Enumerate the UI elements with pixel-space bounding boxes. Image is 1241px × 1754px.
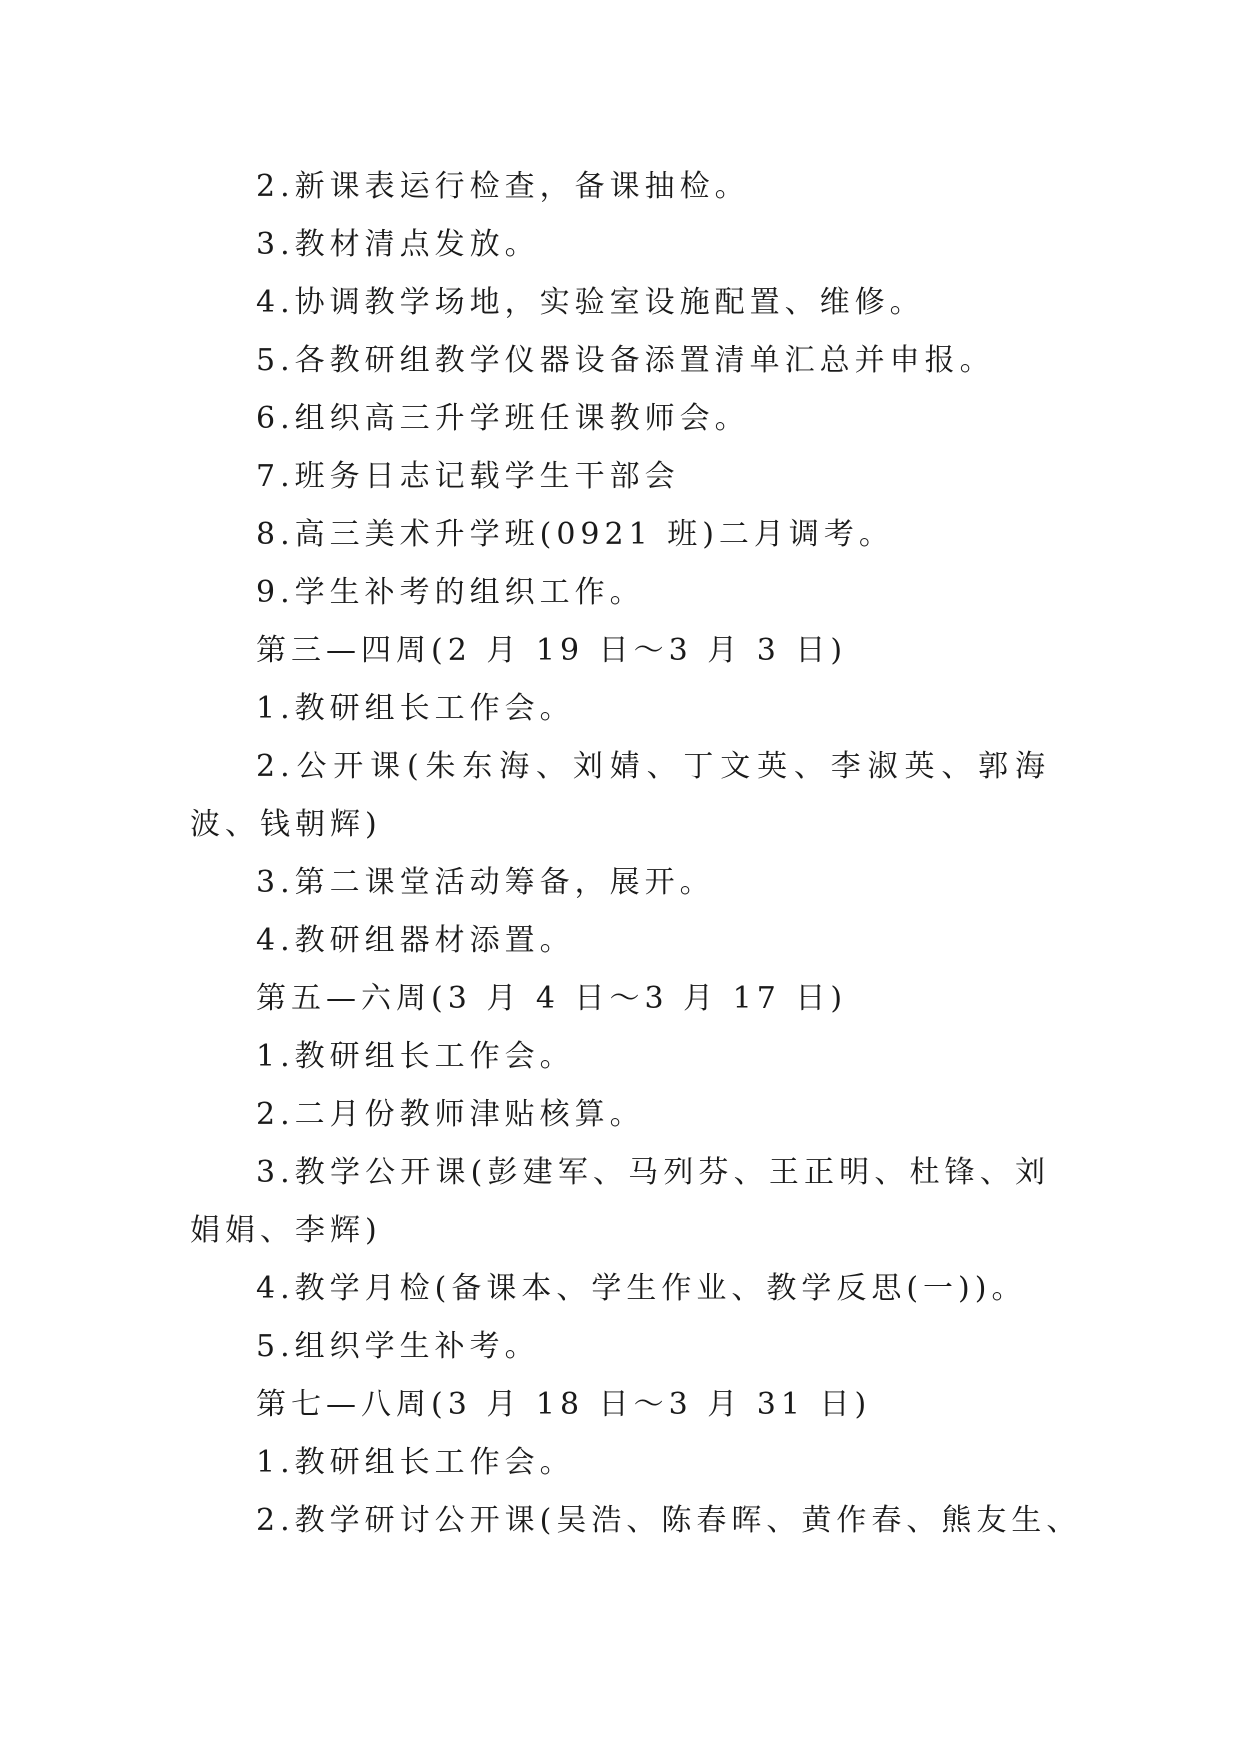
list-item: 1.教研组长工作会。 xyxy=(256,691,575,726)
list-item: 4.教学月检(备课本、学生作业、教学反思(一))。 xyxy=(256,1271,1027,1306)
list-item: 6.组织高三升学班任课教师会。 xyxy=(256,401,750,436)
list-item: 4.教研组器材添置。 xyxy=(256,923,575,958)
list-item: 2.公开课(朱东海、刘婧、丁文英、李淑英、郭海波、钱朝辉) xyxy=(190,749,1050,842)
list-item: 5.各教研组教学仪器设备添置清单汇总并申报。 xyxy=(256,343,995,378)
document-body xyxy=(190,158,1082,1550)
list-item: 3.教学公开课(彭建军、马列芬、王正明、杜锋、刘娟娟、李辉) xyxy=(190,1155,1050,1248)
list-item: 8.高三美术升学班(0921 班)二月调考。 xyxy=(256,517,894,552)
list-item: 9.学生补考的组织工作。 xyxy=(256,575,645,610)
section-heading: 第七—八周(3 月 18 日～3 月 31 日) xyxy=(256,1387,872,1422)
section-heading: 第三—四周(2 月 19 日～3 月 3 日) xyxy=(256,633,848,668)
list-item: 1.教研组长工作会。 xyxy=(256,1039,575,1074)
list-item: 3.教材清点发放。 xyxy=(256,227,540,262)
list-item: 2.新课表运行检查，备课抽检。 xyxy=(256,169,750,204)
list-item: 4.协调教学场地，实验室设施配置、维修。 xyxy=(256,285,925,320)
list-item: 7.班务日志记载学生干部会 xyxy=(256,459,680,494)
list-item: 5.组织学生补考。 xyxy=(256,1329,540,1364)
list-item: 2.二月份教师津贴核算。 xyxy=(256,1097,645,1132)
list-item: 1.教研组长工作会。 xyxy=(256,1445,575,1480)
list-item: 3.第二课堂活动筹备，展开。 xyxy=(256,865,715,900)
section-heading: 第五—六周(3 月 4 日～3 月 17 日) xyxy=(256,981,848,1016)
list-item: 2.教学研讨公开课(吴浩、陈春晖、黄作春、熊友生、 xyxy=(256,1503,1082,1538)
